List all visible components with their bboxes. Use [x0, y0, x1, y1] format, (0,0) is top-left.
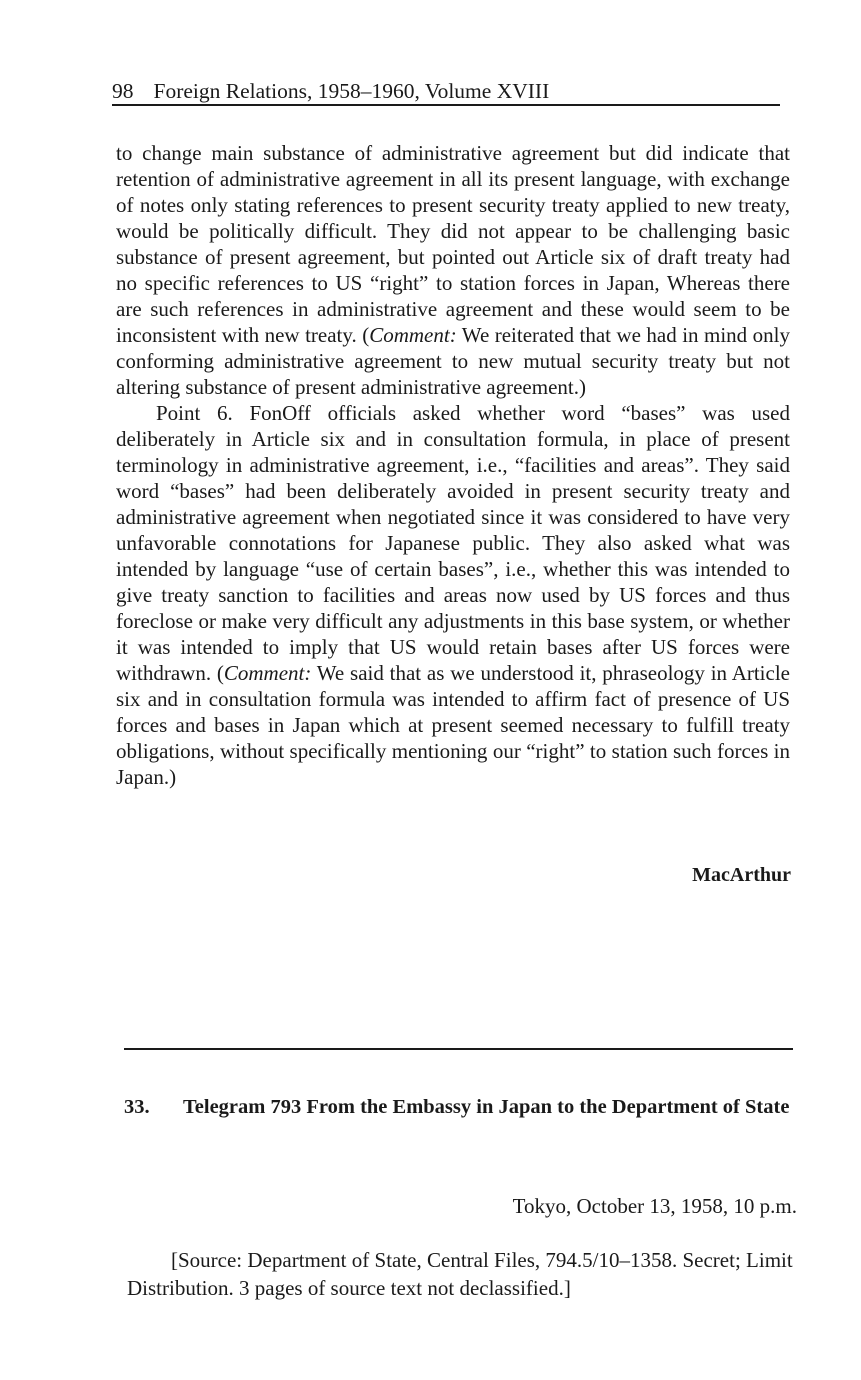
source-note: [Source: Department of State, Central Files, 794.5/10–1358. Secret; Limit Distribution. 3 pages of source text not declassified.]: [127, 1248, 793, 1300]
document-title: Telegram 793 From the Embassy in Japan to the Department of State: [183, 1096, 790, 1118]
paragraph-text: We reiterated that we had in mind only conforming administrative agreement to new mutual security treaty but not altering substance of present administrative agreement.): [116, 323, 790, 399]
dateline: Tokyo, October 13, 1958, 10 p.m.: [512, 1194, 797, 1218]
document-number: 33.: [124, 1096, 150, 1118]
body-text: [116, 140, 790, 790]
running-header: [112, 78, 780, 106]
paragraph-continuation: [116, 140, 790, 400]
section-divider: [124, 1048, 793, 1050]
comment-label: Comment:: [369, 323, 457, 347]
running-title: Foreign Relations, 1958–1960, Volume XVIII: [153, 79, 550, 103]
page-number: 98: [112, 79, 134, 103]
paragraph-text: to change main substance of administrative agreement but did indicate that retention of administrative agreement in all its present language, with exchange of notes only stating references to present security treaty applied to new treaty, would be politically difficult. They did not appear to be challenging basic substance of present agreement, but pointed out Article six of draft treaty had no specific references to US “right” to station forces in Japan, Whereas there are such references in administrative agreement and these would seem to be inconsistent with new treaty. (: [116, 141, 790, 347]
paragraph-text: We said that as we understood it, phraseology in Article six and in consultation formula was intended to affirm fact of presence of US forces and bases in Japan which at present seemed necessary to fulfill treaty obligations, without specifically mentioning our “right” to station such forces in Japan.): [116, 661, 790, 789]
comment-label: Comment:: [223, 661, 312, 685]
paragraph-text: Point 6. FonOff officials asked whether word “bases” was used deliberately in Article six and in consultation formula, in place of present terminology in administrative agreement, i.e., “facilities and areas”. They said word “bases” had been deliberately avoided in present security treaty and administrative agreement when negotiated since it was considered to have very unfavorable connotations for Japanese public. They also asked what was intended by language “use of certain bases”, i.e., whether this was intended to give treaty sanction to facilities and areas now used by US forces and thus foreclose or make very difficult any adjustments in this base system, or whether it was intended to imply that US would retain bases after US forces were withdrawn. (: [116, 401, 790, 685]
paragraph-point-6: [116, 400, 790, 790]
signature: MacArthur: [692, 864, 791, 886]
document-heading: [124, 1092, 794, 1123]
